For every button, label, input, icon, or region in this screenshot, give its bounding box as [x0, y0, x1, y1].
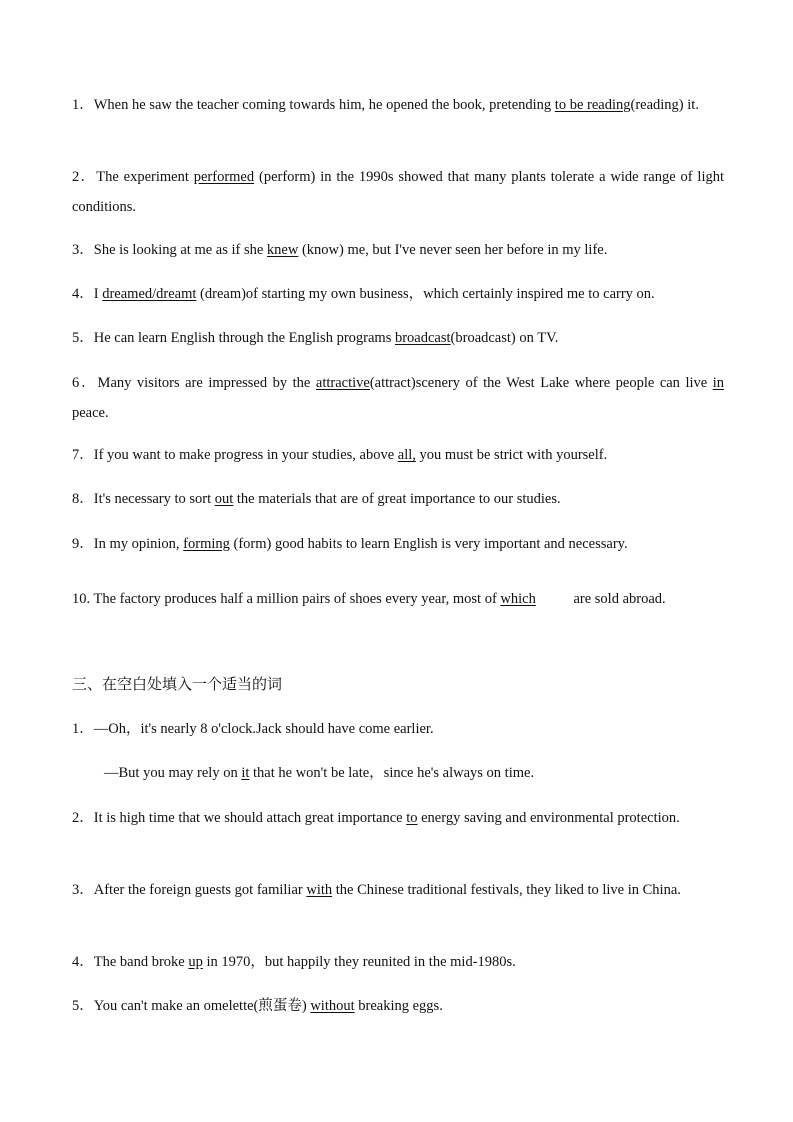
answer-blank: attractive: [315, 375, 370, 391]
item-number: 9．: [72, 536, 94, 552]
item-text: (attract)scenery of the West Lake where people can live: [369, 375, 713, 391]
item-number: 3．: [72, 242, 94, 258]
item-text: The band broke: [93, 954, 189, 970]
answer-blank: performed: [193, 169, 255, 185]
answer-blank: out: [214, 491, 234, 507]
item-number: 4．: [72, 286, 94, 302]
answer-blank: up: [188, 954, 203, 970]
item-text: It is high time that we should attach great importance: [93, 810, 407, 826]
item-text: Many visitors are impressed by the: [97, 375, 316, 391]
item-number: 4．: [72, 954, 94, 970]
item-number: 5．: [72, 330, 94, 346]
item-text: (perform) in the 1990s showed that many plants tolerate a wide range of light conditions.: [72, 169, 725, 215]
item-text: that he won't be late，since he's always on time.: [249, 765, 535, 781]
item-text: The experiment: [96, 169, 194, 185]
item-text: The factory produces half a million pairs of shoes every year, most of: [93, 591, 501, 607]
item-text: in 1970，but happily they reunited in the mid-1980s.: [202, 954, 516, 970]
item-text: peace.: [72, 405, 109, 421]
item-text: I: [93, 286, 103, 302]
item-text: the Chinese traditional festivals, they liked to live in China.: [332, 882, 681, 898]
exercise-item-4: [72, 279, 724, 309]
exercise-item-2: [72, 803, 724, 833]
exercise-item-10: [72, 584, 724, 614]
item-text: It's necessary to sort: [93, 491, 215, 507]
exercise-item-5: [72, 323, 724, 353]
answer-blank: dreamed/dreamt: [102, 286, 197, 302]
answer-blank: forming: [183, 536, 230, 552]
item-number: 2．: [72, 169, 97, 185]
item-number: 3．: [72, 882, 94, 898]
answer-blank: without: [310, 998, 355, 1014]
exercise-item-5: [72, 991, 724, 1021]
answer-blank: with: [306, 882, 333, 898]
item-text: breaking eggs.: [354, 998, 443, 1014]
item-text: If you want to make progress in your studies, above: [93, 447, 398, 463]
exercise-item-2: [72, 162, 724, 222]
answer-blank: knew: [266, 242, 299, 258]
item-text: When he saw the teacher coming towards him, he opened the book, pretending: [93, 97, 555, 113]
item-text: He can learn English through the English programs: [93, 330, 395, 346]
item-text: —Oh，it's nearly 8 o'clock.Jack should have come earlier.: [93, 721, 434, 737]
exercise-item-7: [72, 440, 724, 470]
item-number: 10.: [72, 591, 94, 607]
section-heading: 三、在空白处填入一个适当的词: [72, 675, 283, 693]
item-number: 2．: [72, 810, 94, 826]
item-number: 6．: [72, 375, 98, 391]
item-number: 1．: [72, 721, 94, 737]
item-text: energy saving and environmental protection.: [417, 810, 680, 826]
exercise-item-6: [72, 368, 724, 428]
answer-blank: all,: [397, 447, 416, 463]
item-text: (broadcast) on TV.: [450, 330, 559, 346]
answer-blank: it: [241, 765, 250, 781]
exercise-item-1: [72, 714, 724, 744]
item-text: You can't make an omelette(煎蛋卷): [93, 998, 311, 1014]
answer-blank: in: [712, 375, 724, 391]
item-text: (form) good habits to learn English is very important and necessary.: [229, 536, 628, 552]
exercise-item-3: [72, 875, 724, 905]
exercise-item-3: [72, 235, 724, 265]
exercise-item-8: [72, 484, 724, 514]
item-text: the materials that are of great importance to our studies.: [233, 491, 561, 507]
item-number: 5．: [72, 998, 94, 1014]
item-text: After the foreign guests got familiar: [93, 882, 307, 898]
answer-blank: which: [500, 591, 536, 607]
answer-blank: to: [406, 810, 418, 826]
item-number: 8．: [72, 491, 94, 507]
exercise-item-4: [72, 947, 724, 977]
exercise-item-1-reply: [104, 758, 724, 788]
answer-blank: broadcast: [394, 330, 451, 346]
item-number: 1．: [72, 97, 94, 113]
item-text: In my opinion,: [93, 536, 184, 552]
item-text: (dream)of starting my own business，which certainly inspired me to carry on.: [196, 286, 655, 302]
item-text: She is looking at me as if she: [93, 242, 267, 258]
exercise-item-1: [72, 90, 724, 120]
item-text: are sold abroad.: [569, 591, 666, 607]
item-text: —But you may rely on: [104, 765, 242, 781]
item-number: 7．: [72, 447, 94, 463]
exercise-item-9: [72, 529, 724, 559]
item-text: (reading) it.: [630, 97, 699, 113]
item-text: (know) me, but I've never seen her before in my life.: [298, 242, 608, 258]
answer-blank: to be reading: [554, 97, 631, 113]
item-text: you must be strict with yourself.: [415, 447, 608, 463]
